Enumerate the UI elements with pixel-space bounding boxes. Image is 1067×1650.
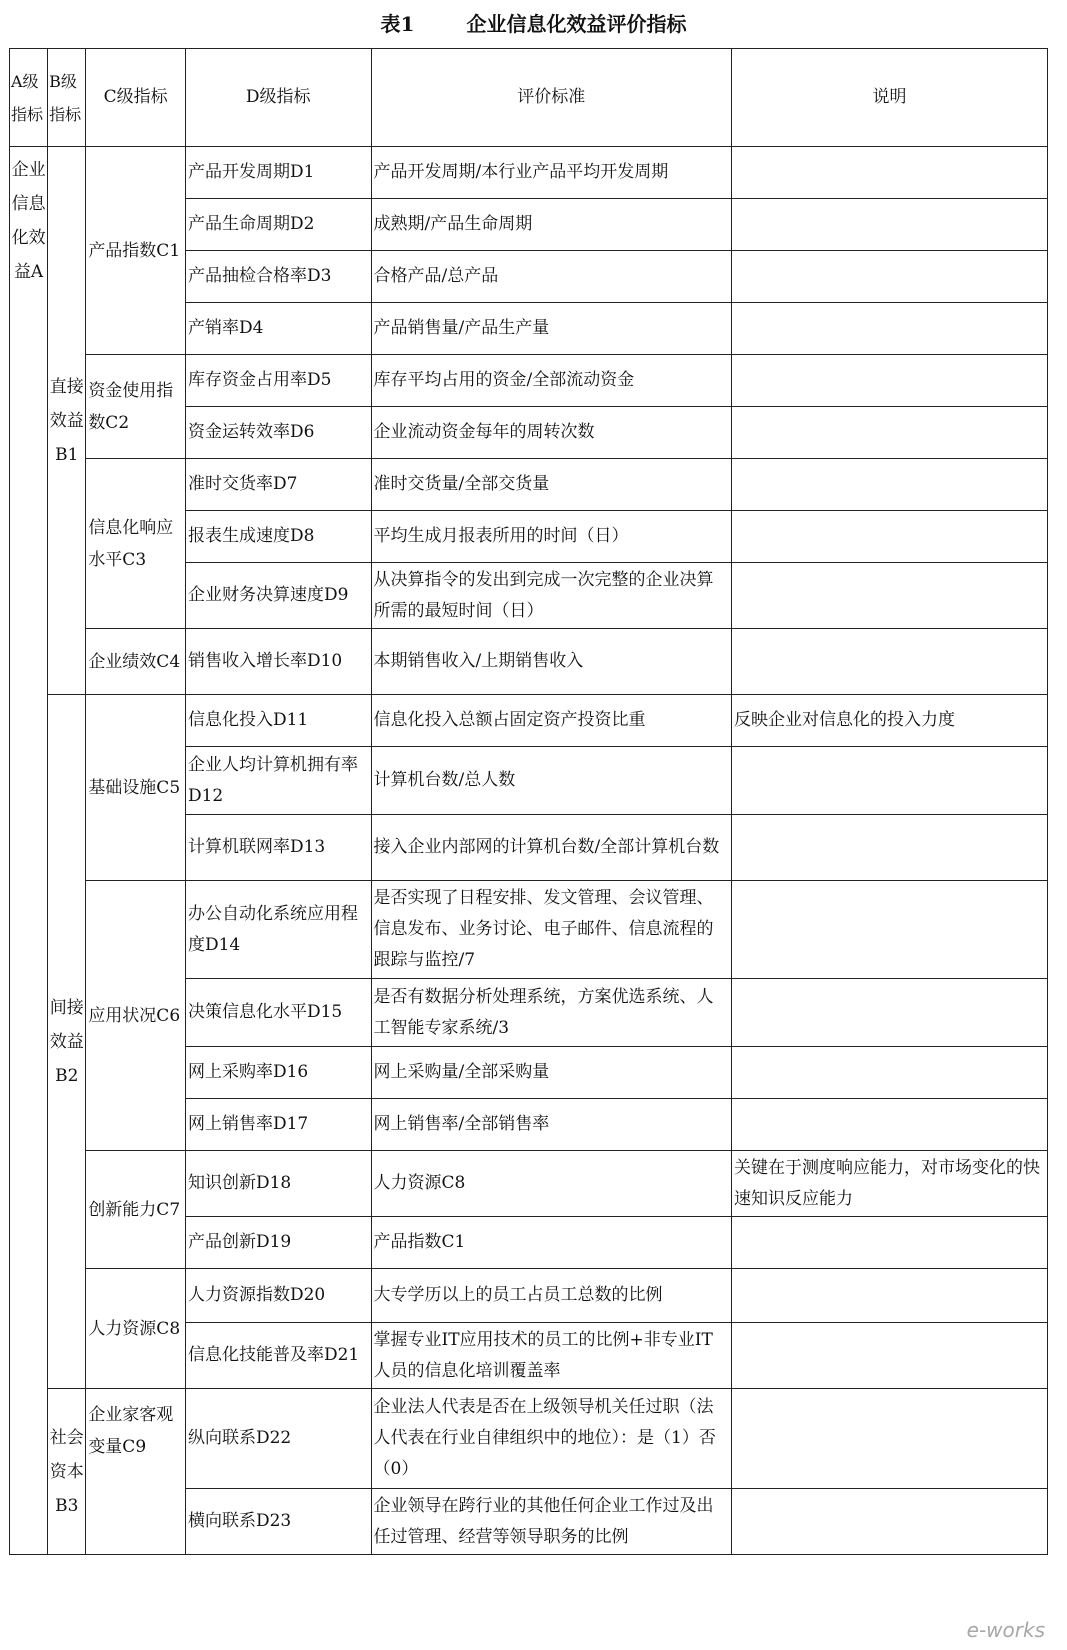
header-b: B级指标	[48, 49, 86, 147]
d-cell: 报表生成速度D8	[185, 511, 371, 563]
table-caption: 企业信息化效益评价指标	[466, 12, 687, 36]
table-row	[10, 881, 1048, 979]
table-row	[10, 459, 1048, 511]
criterion-cell: 计算机台数/总人数	[371, 747, 731, 815]
d-cell: 产品生命周期D2	[185, 199, 371, 251]
criterion-cell: 产品销售量/产品生产量	[371, 303, 731, 355]
table-row	[10, 147, 1048, 199]
header-a: A级指标	[10, 49, 48, 147]
table-row	[10, 355, 1048, 407]
criterion-cell: 从决算指令的发出到完成一次完整的企业决算所需的最短时间（日）	[371, 563, 731, 629]
c3-cell: 信息化响应水平C3	[86, 459, 186, 629]
criterion-cell: 准时交货量/全部交货量	[371, 459, 731, 511]
d-cell: 库存资金占用率D5	[185, 355, 371, 407]
note-cell	[731, 199, 1047, 251]
note-cell	[731, 629, 1047, 695]
criterion-cell: 接入企业内部网的计算机台数/全部计算机台数	[371, 815, 731, 881]
table-row	[10, 629, 1048, 695]
c8-cell: 人力资源C8	[86, 1269, 186, 1389]
note-cell	[731, 815, 1047, 881]
d-cell: 人力资源指数D20	[185, 1269, 371, 1323]
c7-cell: 创新能力C7	[86, 1151, 186, 1269]
d-cell: 企业财务决算速度D9	[185, 563, 371, 629]
criterion-cell: 库存平均占用的资金/全部流动资金	[371, 355, 731, 407]
note-cell	[731, 1047, 1047, 1099]
table-title	[0, 6, 1067, 42]
header-note: 说明	[731, 49, 1047, 147]
note-cell	[731, 1489, 1047, 1555]
b2-cell: 间接效益B2	[48, 695, 86, 1389]
a-level-cell: 企业信息化效益A	[10, 147, 48, 1555]
d-cell: 销售收入增长率D10	[185, 629, 371, 695]
d-cell: 决策信息化水平D15	[185, 979, 371, 1047]
note-cell	[731, 979, 1047, 1047]
criterion-cell: 是否实现了日程安排、发文管理、会议管理、信息发布、业务讨论、电子邮件、信息流程的跟踪与监控/7	[371, 881, 731, 979]
note-cell	[731, 1389, 1047, 1489]
criterion-cell: 产品开发周期/本行业产品平均开发周期	[371, 147, 731, 199]
d-cell: 产销率D4	[185, 303, 371, 355]
d-cell: 准时交货率D7	[185, 459, 371, 511]
d-cell: 网上销售率D17	[185, 1099, 371, 1151]
criterion-cell: 网上采购量/全部采购量	[371, 1047, 731, 1099]
header-c: C级指标	[86, 49, 186, 147]
c4-cell: 企业绩效C4	[86, 629, 186, 695]
criterion-cell: 成熟期/产品生命周期	[371, 199, 731, 251]
header-criterion: 评价标准	[371, 49, 731, 147]
note-cell: 反映企业对信息化的投入力度	[731, 695, 1047, 747]
criterion-cell: 大专学历以上的员工占员工总数的比例	[371, 1269, 731, 1323]
d-cell: 办公自动化系统应用程度D14	[185, 881, 371, 979]
evaluation-table	[9, 48, 1048, 1555]
d-cell: 产品开发周期D1	[185, 147, 371, 199]
note-cell	[731, 1323, 1047, 1389]
criterion-cell: 企业流动资金每年的周转次数	[371, 407, 731, 459]
d-cell: 资金运转效率D6	[185, 407, 371, 459]
header-d: D级指标	[185, 49, 371, 147]
d-cell: 企业人均计算机拥有率D12	[185, 747, 371, 815]
d-cell: 知识创新D18	[185, 1151, 371, 1217]
b3-cell: 社会资本B3	[48, 1389, 86, 1555]
note-cell	[731, 511, 1047, 563]
c9-cell: 企业家客观变量C9	[86, 1389, 186, 1555]
c6-cell: 应用状况C6	[86, 881, 186, 1151]
d-cell: 计算机联网率D13	[185, 815, 371, 881]
d-cell: 产品抽检合格率D3	[185, 251, 371, 303]
criterion-cell: 信息化投入总额占固定资产投资比重	[371, 695, 731, 747]
note-cell	[731, 1217, 1047, 1269]
table-row	[10, 695, 1048, 747]
note-cell	[731, 303, 1047, 355]
criterion-cell: 网上销售率/全部销售率	[371, 1099, 731, 1151]
criterion-cell: 是否有数据分析处理系统，方案优选系统、人工智能专家系统/3	[371, 979, 731, 1047]
criterion-cell: 企业领导在跨行业的其他任何企业工作过及出任过管理、经营等领导职务的比例	[371, 1489, 731, 1555]
d-cell: 产品创新D19	[185, 1217, 371, 1269]
note-cell	[731, 881, 1047, 979]
note-cell	[731, 355, 1047, 407]
criterion-cell: 掌握专业IT应用技术的员工的比例+非专业IT人员的信息化培训覆盖率	[371, 1323, 731, 1389]
table-number: 表1	[380, 12, 415, 36]
note-cell	[731, 251, 1047, 303]
table-row	[10, 1151, 1048, 1217]
c1-cell: 产品指数C1	[86, 147, 186, 355]
note-cell	[731, 1269, 1047, 1323]
table-row	[10, 1269, 1048, 1323]
criterion-cell: 企业法人代表是否在上级领导机关任过职（法人代表在行业自律组织中的地位）：是（1）否（0）	[371, 1389, 731, 1489]
note-cell: 关键在于测度响应能力，对市场变化的快速知识反应能力	[731, 1151, 1047, 1217]
d-cell: 网上采购率D16	[185, 1047, 371, 1099]
note-cell	[731, 459, 1047, 511]
b1-cell: 直接效益B1	[48, 147, 86, 695]
d-cell: 信息化投入D11	[185, 695, 371, 747]
c2-cell: 资金使用指数C2	[86, 355, 186, 459]
note-cell	[731, 1099, 1047, 1151]
criterion-cell: 平均生成月报表所用的时间（日）	[371, 511, 731, 563]
note-cell	[731, 747, 1047, 815]
c5-cell: 基础设施C5	[86, 695, 186, 881]
table-row	[10, 1389, 1048, 1489]
note-cell	[731, 407, 1047, 459]
watermark-logo: e-works	[966, 1618, 1045, 1642]
criterion-cell: 产品指数C1	[371, 1217, 731, 1269]
criterion-cell: 合格产品/总产品	[371, 251, 731, 303]
note-cell	[731, 563, 1047, 629]
criterion-cell: 人力资源C8	[371, 1151, 731, 1217]
criterion-cell: 本期销售收入/上期销售收入	[371, 629, 731, 695]
note-cell	[731, 147, 1047, 199]
d-cell: 纵向联系D22	[185, 1389, 371, 1489]
header-row	[10, 49, 1048, 147]
d-cell: 横向联系D23	[185, 1489, 371, 1555]
d-cell: 信息化技能普及率D21	[185, 1323, 371, 1389]
